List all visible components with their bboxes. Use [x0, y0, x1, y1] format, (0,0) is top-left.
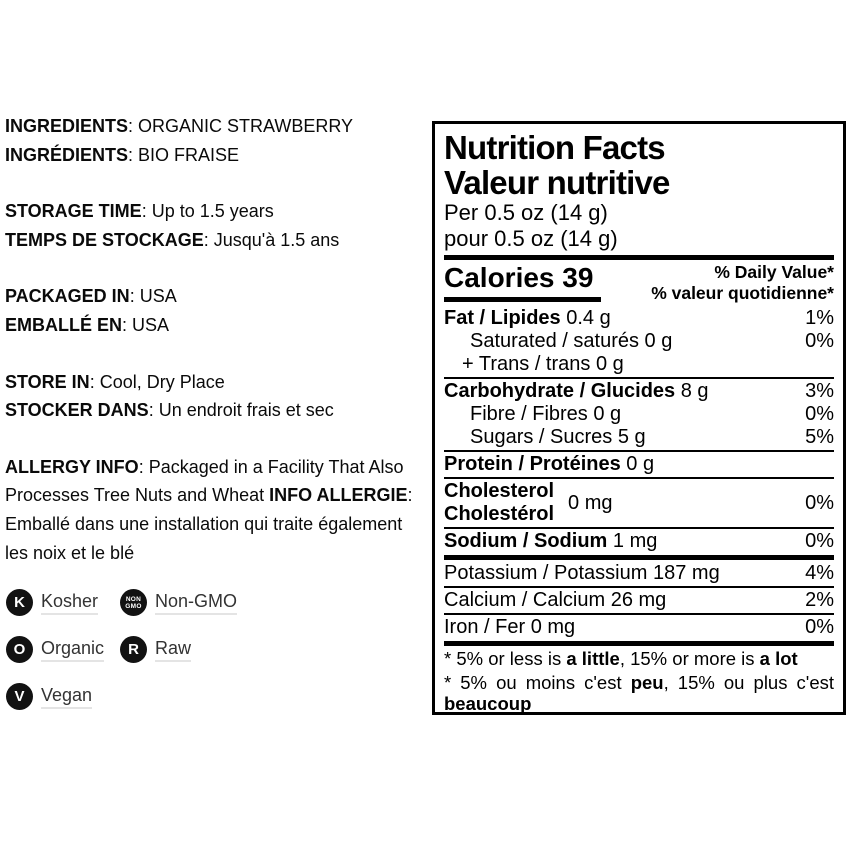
colon: : — [122, 314, 133, 335]
colon: : — [89, 371, 100, 392]
storage-time-label-en: STORAGE TIME — [5, 201, 142, 222]
non-gmo-glyph-bottom: GMO — [125, 602, 142, 610]
nf-serving-en: Per 0.5 oz (14 g) — [444, 200, 608, 225]
divider-thick — [444, 255, 834, 260]
nutrient-dv: 0% — [805, 491, 834, 514]
storage-time-value-fr: Jusqu'à 1.5 ans — [213, 229, 340, 250]
nutrient-dv: 4% — [805, 562, 834, 584]
vegan-badge-icon: V — [6, 683, 33, 710]
nutrient-label: Carbohydrate / Glucides — [444, 380, 676, 402]
raw-badge-icon: R — [120, 636, 147, 663]
nutrient-row-fibre — [444, 403, 834, 426]
nutrient-amount: 0 g — [595, 353, 624, 375]
packaged-in-label-en: PACKAGED IN — [5, 286, 130, 307]
colon: : — [129, 286, 140, 307]
badge-non-gmo[interactable] — [120, 589, 237, 616]
colon: : — [138, 456, 149, 477]
allergy-label-en: ALLERGY INFO — [5, 456, 139, 477]
cholesterol-label-en: Cholesterol — [444, 480, 555, 502]
footnote-bold: beaucoup — [444, 693, 532, 714]
nutrient-name — [444, 589, 666, 612]
footnote-text: * 5% or less is — [444, 648, 567, 669]
nutrient-name — [444, 380, 709, 403]
packaged-in-section — [5, 282, 417, 339]
non-gmo-badge-label: Non-GMO — [155, 591, 237, 615]
divider-thin — [444, 527, 834, 529]
nutrient-label: Calcium / Calcium — [444, 589, 606, 611]
certification-badges — [6, 589, 237, 710]
calories-row — [444, 262, 834, 304]
allergy-value-en: Packaged in a Facility That Also Processes Tree Nuts and Wheat — [5, 456, 404, 506]
store-in-label-en: STORE IN — [5, 371, 90, 392]
nutrient-row-saturated — [444, 330, 834, 353]
badge-vegan[interactable] — [6, 683, 92, 710]
badge-organic[interactable] — [6, 636, 104, 663]
packaged-in-label-fr: EMBALLÉ EN — [5, 314, 122, 335]
footnote-bold: a lot — [759, 648, 798, 669]
footnote-bold: a little — [566, 648, 620, 669]
store-in-value-fr: Un endroit frais et sec — [158, 400, 334, 421]
nutrient-name — [444, 562, 720, 585]
nutrient-name — [444, 330, 672, 353]
nutrient-row-iron — [444, 616, 834, 639]
nutrient-amount: 0 g — [593, 403, 622, 425]
divider-thick — [444, 555, 834, 560]
nf-title-en: Nutrition Facts — [444, 129, 665, 166]
calories-value — [444, 262, 601, 302]
ingredients-section — [5, 112, 417, 169]
colon: : — [407, 485, 413, 506]
daily-value-header-en: % Daily Value* — [714, 262, 834, 282]
packaged-in-value-fr: USA — [132, 314, 170, 335]
ingredients-label-fr: INGRÉDIENTS — [5, 144, 129, 165]
nutrient-name — [444, 530, 657, 553]
nutrient-name — [444, 616, 575, 639]
nutrition-facts-panel — [432, 121, 846, 715]
divider-thin — [444, 613, 834, 615]
nutrient-amount: 5 g — [617, 426, 646, 448]
packaged-in-value-en: USA — [139, 286, 177, 307]
nutrient-label: Sodium / Sodium — [444, 530, 608, 552]
nutrient-dv: 3% — [805, 380, 834, 402]
kosher-badge-icon: K — [6, 589, 33, 616]
nutrient-name — [444, 453, 654, 476]
calories-label: Calories — [444, 262, 555, 293]
nf-serving-fr: pour 0.5 oz (14 g) — [444, 226, 618, 251]
daily-value-footnote-en — [444, 648, 834, 670]
nutrient-amount: 26 mg — [610, 589, 667, 611]
nutrient-dv: 0% — [805, 530, 834, 552]
colon: : — [128, 144, 139, 165]
nutrient-amount: 1 mg — [612, 530, 658, 552]
colon: : — [203, 229, 214, 250]
nutrient-label: Saturated / saturés — [470, 330, 639, 352]
nutrient-label: Fibre / Fibres — [470, 403, 588, 425]
nutrient-dv: 0% — [805, 330, 834, 352]
nutrient-name — [444, 353, 624, 376]
store-in-label-fr: STOCKER DANS — [5, 400, 149, 421]
nutrient-label: Iron / Fer — [444, 616, 526, 638]
nutrient-row-cholesterol — [444, 480, 834, 526]
nutrient-row-fat — [444, 307, 834, 330]
colon: : — [128, 116, 139, 136]
nutrient-row-sugars — [444, 426, 834, 449]
nutrient-row-protein — [444, 453, 834, 476]
cholesterol-label-fr: Cholestérol — [444, 503, 555, 525]
nutrient-label: Fat / Lipides — [444, 307, 561, 329]
nutrient-amount: 0 g — [644, 330, 673, 352]
badge-kosher[interactable] — [6, 589, 98, 616]
ingredients-value-fr: BIO FRAISE — [138, 144, 240, 165]
calories-number: 39 — [562, 262, 594, 293]
nutrient-dv: 2% — [805, 589, 834, 611]
nutrient-label: Protein / Protéines — [444, 453, 621, 475]
allergy-label-fr: INFO ALLERGIE — [269, 485, 408, 506]
raw-badge-label: Raw — [155, 638, 191, 662]
nutrient-amount: 8 g — [680, 380, 709, 402]
colon: : — [141, 201, 152, 222]
divider-thick — [444, 641, 834, 646]
nutrient-dv: 0% — [805, 403, 834, 425]
storage-time-section — [5, 197, 417, 254]
storage-time-label-fr: TEMPS DE STOCKAGE — [5, 229, 204, 250]
nutrient-amount: 187 mg — [652, 562, 720, 584]
footnote-text: , 15% or more is — [619, 648, 760, 669]
store-in-section — [5, 368, 417, 425]
badge-raw[interactable] — [120, 636, 191, 663]
nutrient-amount: 0 mg — [568, 491, 613, 514]
nutrient-row-carbohydrate — [444, 380, 834, 403]
nutrient-dv: 0% — [805, 616, 834, 638]
nutrient-dv: 1% — [805, 307, 834, 329]
ingredients-label-en: INGREDIENTS — [5, 116, 129, 136]
footnote-text: * 5% ou moins c'est — [444, 671, 631, 693]
divider-thin — [444, 450, 834, 452]
storage-time-value-en: Up to 1.5 years — [151, 201, 274, 222]
nutrient-label: + Trans / trans — [462, 353, 591, 375]
divider-thin — [444, 477, 834, 479]
nutrient-amount: 0 g — [626, 453, 655, 475]
daily-value-header — [651, 262, 834, 304]
footnote-text: , 15% ou plus c'est — [663, 671, 835, 693]
product-info-column — [5, 112, 417, 595]
nutrient-row-sodium — [444, 530, 834, 553]
nutrient-name — [444, 307, 611, 330]
store-in-value-en: Cool, Dry Place — [99, 371, 225, 392]
nutrient-amount: 0 mg — [530, 616, 576, 638]
nutrient-label: Sugars / Sucres — [470, 426, 613, 448]
organic-badge-label: Organic — [41, 638, 104, 662]
colon: : — [148, 400, 159, 421]
allergy-value-fr: Emballé dans une installation qui traite également les noix et le blé — [5, 513, 403, 563]
daily-value-footnote-fr — [444, 672, 834, 715]
nutrient-amount: 0.4 g — [566, 307, 611, 329]
allergy-info-section — [5, 453, 417, 567]
nutrient-name — [444, 403, 621, 426]
nutrient-row-potassium — [444, 562, 834, 585]
nutrient-row-calcium — [444, 589, 834, 612]
organic-badge-icon: O — [6, 636, 33, 663]
footnote-bold: peu — [630, 671, 664, 693]
divider-thin — [444, 586, 834, 588]
non-gmo-badge-icon — [120, 589, 147, 616]
nutrient-row-trans — [444, 353, 834, 376]
nutrient-dv: 5% — [805, 426, 834, 448]
kosher-badge-label: Kosher — [41, 591, 98, 615]
ingredients-value-en: ORGANIC STRAWBERRY — [138, 116, 354, 136]
nf-title-fr: Valeur nutritive — [444, 164, 670, 201]
divider-thin — [444, 377, 834, 379]
nutrient-label: Potassium / Potassium — [444, 562, 648, 584]
vegan-badge-label: Vegan — [41, 685, 92, 709]
nutrient-name — [444, 480, 554, 526]
daily-value-header-fr: % valeur quotidienne* — [651, 283, 834, 303]
non-gmo-glyph-top: NON — [125, 595, 142, 603]
nutrient-name — [444, 426, 646, 449]
